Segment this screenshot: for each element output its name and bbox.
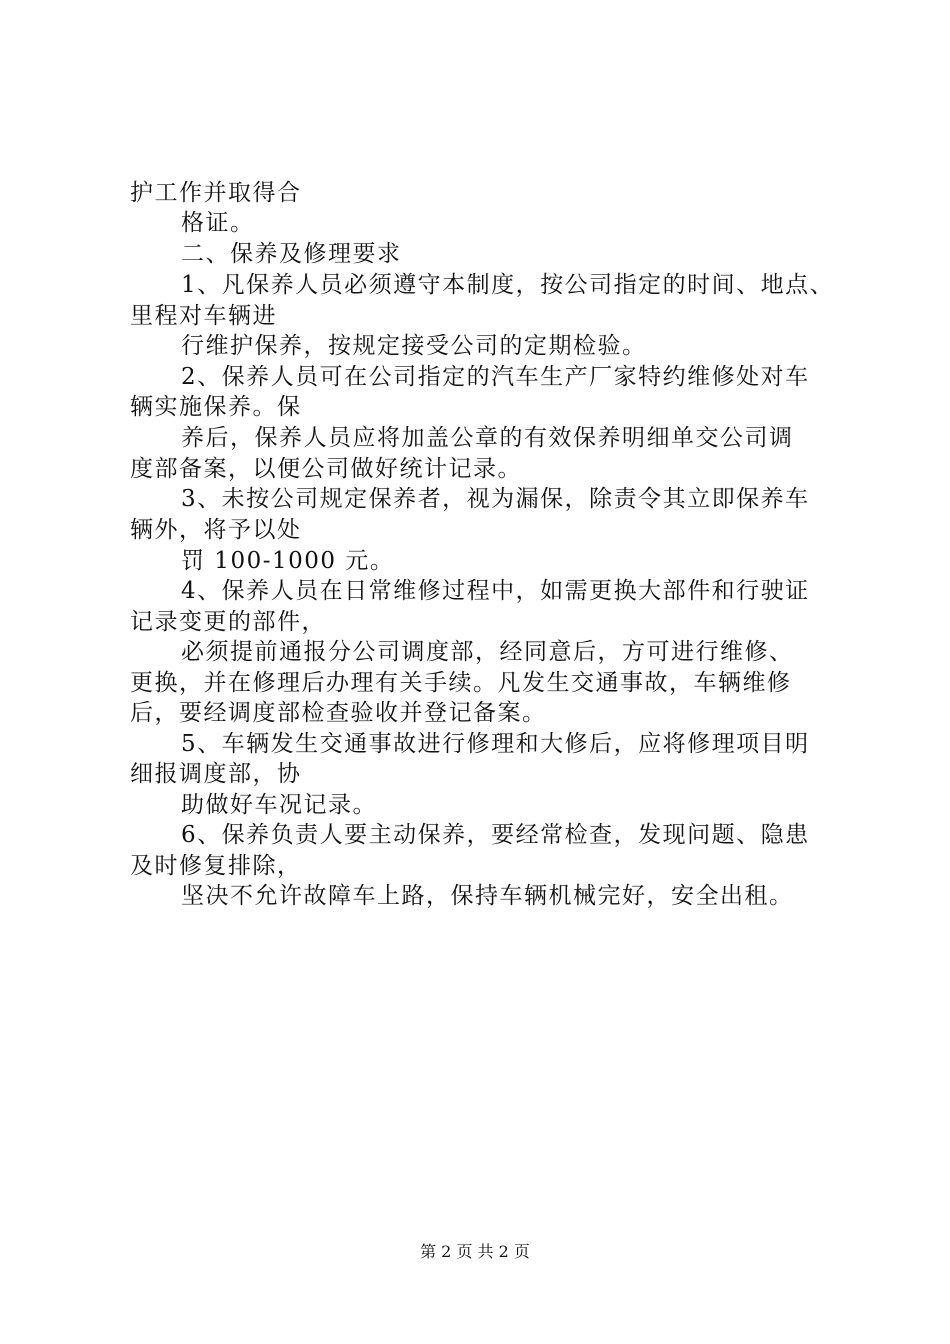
text-line: 5、车辆发生交通事故进行修理和大修后，应将修理项目明 — [181, 731, 810, 757]
text-line: 行维护保养，按规定接受公司的定期检验。 — [181, 333, 647, 359]
text-line: 罚 100-1000 元。 — [181, 548, 395, 574]
text-line: 养后，保养人员应将加盖公章的有效保养明细单交公司调 — [181, 425, 794, 451]
text-line: 里程对车辆进 — [130, 303, 277, 329]
text-line: 更换，并在修理后办理有关手续。凡发生交通事故，车辆维修 — [130, 670, 792, 696]
text-line: 1、凡保养人员必须遵守本制度，按公司指定的时间、地点、 — [181, 272, 835, 298]
text-line: 度部备案，以便公司做好统计记录。 — [130, 456, 522, 482]
text-line: 及时修复排除， — [130, 853, 302, 879]
text-line: 3、未按公司规定保养者，视为漏保，除责令其立即保养车 — [181, 486, 810, 512]
text-line: 后，要经调度部检查验收并登记备案。 — [130, 700, 547, 726]
text-line: 记录变更的部件， — [130, 609, 326, 635]
text-line: 细报调度部，协 — [130, 761, 302, 787]
page-footer: 第 2 页 共 2 页 — [420, 1242, 530, 1261]
text-line: 格证。 — [181, 210, 255, 236]
text-line: 必须提前通报分公司调度部，经同意后，方可进行维修、 — [181, 639, 794, 665]
text-line: 护工作并取得合 — [130, 180, 302, 206]
text-line: 6、保养负责人要主动保养，要经常检查，发现问题、隐患 — [181, 822, 810, 848]
section-heading: 二、保养及修理要求 — [181, 241, 402, 267]
text-line: 2、保养人员可在公司指定的汽车生产厂家特约维修处对车 — [181, 364, 810, 390]
text-line: 助做好车况记录。 — [181, 792, 377, 818]
text-line: 坚决不允许故障车上路，保持车辆机械完好，安全出租。 — [181, 883, 794, 909]
text-line: 辆外，将予以处 — [130, 517, 302, 543]
text-line: 辆实施保养。保 — [130, 394, 302, 420]
text-line: 4、保养人员在日常维修过程中，如需更换大部件和行驶证 — [181, 578, 810, 604]
